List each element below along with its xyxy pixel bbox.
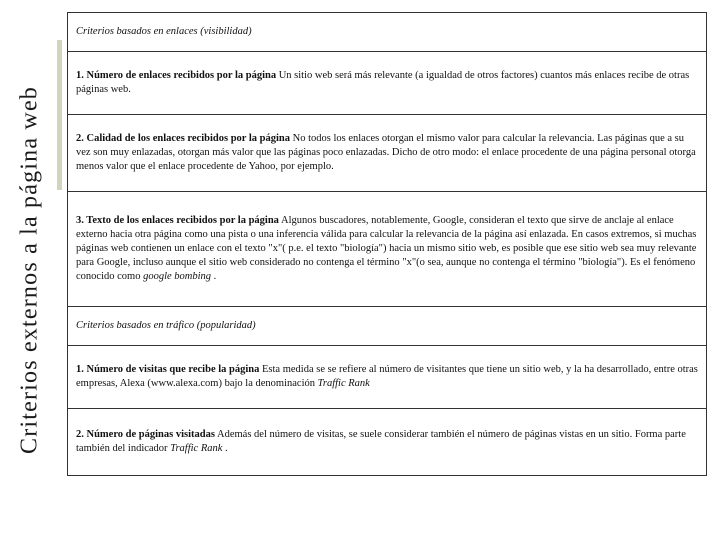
criterion-description: Algunos buscadores, notablemente, Google, consideran el texto que sirve de anclaje al enlace externo hacia otra página como una pista o una inferencia válida para calcular la relevancia de la página así enlazada. En casos extremos, si muchas páginas web contienen un enlace con el texto "x"( p.e. el texto "biología") hacia un mismo sitio web, es posible que ese sitio web sea muy relevante para Google, incluso aunque el sitio web considerado no contenga el término "x"(o sea, aunque no contenga el término "biología"). Es el fenómeno conocido como	[76, 215, 697, 282]
table-row	[68, 115, 707, 192]
criterion-visits	[68, 346, 707, 409]
criterion-term: google bombing	[143, 270, 212, 282]
criterion-links-count	[68, 52, 707, 115]
criteria-table	[67, 12, 707, 476]
criterion-description: Un sitio web será más relevante (a igualdad de otros factores) cuantos más enlaces recibe de otras páginas web.	[76, 70, 690, 95]
table-row	[68, 192, 707, 307]
criterion-title: 3. Texto de los enlaces recibidos por la página	[76, 215, 279, 227]
criterion-description: Además del número de visitas, se suele considerar también el número de páginas vistas en un sitio. Forma parte también del indicador	[76, 429, 686, 454]
criterion-term: Traffic Rank	[317, 378, 370, 389]
section-header-text: Criterios basados en tráfico (popularidad)	[76, 320, 256, 332]
section-header-links	[68, 13, 707, 52]
criterion-end: .	[211, 270, 217, 282]
criterion-term: Traffic Rank	[170, 443, 223, 454]
side-panel	[0, 0, 60, 540]
table-row	[68, 52, 707, 115]
slide-title: Criterios externos a la página web	[16, 85, 43, 455]
criterion-pages-visited	[68, 409, 707, 476]
criterion-links-text	[68, 192, 707, 307]
table-row	[68, 409, 707, 476]
section-header-traffic	[68, 307, 707, 346]
criterion-links-quality	[68, 115, 707, 192]
criterion-title: 1. Número de visitas que recibe la página	[76, 364, 260, 376]
side-accent-bar	[57, 40, 62, 190]
table-row	[68, 307, 707, 346]
criterion-title: 2. Número de páginas visitadas	[76, 429, 215, 441]
table-row	[68, 13, 707, 52]
criterion-description: Esta medida se se refiere al número de visitantes que tiene un sitio web, y la ha desarrollado, entre otras empresas, Alexa (www.alexa.com) bajo la denominación	[76, 364, 698, 389]
criterion-description: No todos los enlaces otorgan el mismo valor para calcular la relevancia. Las páginas que a su vez son muy enlazadas, otorgan más valor que las páginas poco enlazadas. Dicho de otro modo: el enlace procedente de una página personal otorga menos valor que el enlace procedente de Yahoo, por ejemplo.	[76, 133, 696, 172]
table-row	[68, 346, 707, 409]
criterion-title: 2. Calidad de los enlaces recibidos por la página	[76, 133, 291, 145]
criterion-title: 1. Número de enlaces recibidos por la página	[76, 70, 277, 82]
section-header-text: Criterios basados en enlaces (visibilidad)	[76, 26, 252, 38]
criterion-end: .	[222, 443, 228, 454]
